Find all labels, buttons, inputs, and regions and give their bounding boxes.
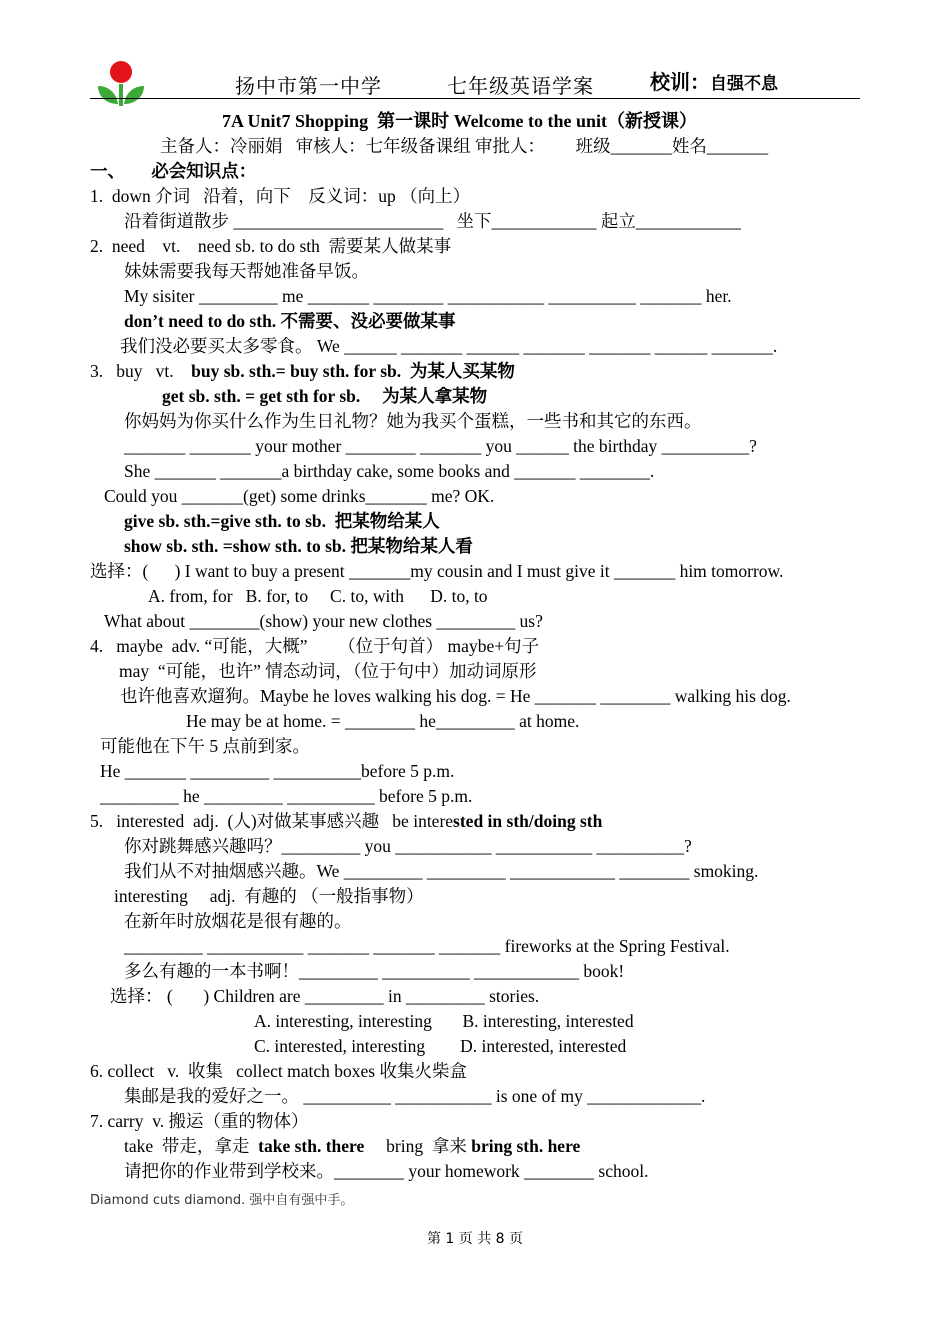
worksheet-line: take 带走，拿走 take sth. there bring 拿来 bring sth. here [124,1136,581,1156]
footer-proverb: Diamond cuts diamond. 强中自有强中手。 [90,1193,354,1208]
worksheet-line: He may be at home. = ________ he_________ at home. [186,711,580,731]
logo-left-leaf [98,86,118,104]
logo-right-leaf [124,86,144,104]
worksheet-line: 可能他在下午 5 点前到家。 [100,736,310,756]
worksheet-line: 妹妹需要我每天帮她准备早饭。 [124,261,369,281]
worksheet-line: A. from, for B. for, to C. to, with D. to, to [148,586,488,606]
worksheet-line: C. interested, interesting D. interested, interested [254,1036,627,1056]
worksheet-line: 3. buy vt. buy sb. sth.= buy sth. for sb. 为某人买某物 [90,361,515,381]
school-motto [650,66,778,95]
worksheet-line: _________ he _________ __________ before 5 p.m. [100,786,473,806]
page-number: 第 1 页 共 8 页 [426,1231,524,1247]
logo-stem [119,84,123,106]
worksheet-line: My sisiter _________ me _______ ________ ___________ __________ _______ her. [124,286,732,306]
worksheet-line: 4. maybe adv. “可能，大概” （位于句首） maybe+句子 [90,636,540,656]
worksheet-line: 1. down 介词 沿着，向下 反义词：up （向上） [90,186,471,206]
worksheet-line: 你对跳舞感兴趣吗？_________ you ___________ ___________ __________? [124,836,692,856]
motto-text: 自强不息 [710,74,778,94]
worksheet-line: 6. collect v. 收集 collect match boxes 收集火柴盒 [90,1061,467,1081]
logo-sun-circle [110,61,132,83]
worksheet-line: get sb. sth. = get sth for sb. 为某人拿某物 [162,386,488,406]
worksheet-line: He _______ _________ __________before 5 p.m. [100,761,455,781]
worksheet-line: 选择： ( ) Children are _________ in _________ stories. [110,986,540,1006]
worksheet-line: show sb. sth. =show sth. to sb. 把某物给某人看 [124,536,473,556]
worksheet-line: 请把你的作业带到学校来。________ your homework ________ school. [124,1161,649,1181]
worksheet-line: 沿着街道散步 ________________________ 坐下____________ 起立____________ [124,211,741,231]
worksheet-line: don’t need to do sth. 不需要、没必要做某事 [124,311,456,331]
worksheet-line: 也许他喜欢遛狗。Maybe he loves walking his dog. = He _______ ________ walking his dog. [120,686,791,706]
worksheet-line: 在新年时放烟花是很有趣的。 [124,911,352,931]
worksheet-line: interesting adj. 有趣的 （一般指事物） [114,886,424,906]
worksheet-line: _______ _______ your mother ________ _______ you ______ the birthday __________? [124,436,757,456]
worksheet-line: 多么有趣的一本书啊！_________ __________ ____________ book! [124,961,625,981]
worksheet-line: A. interesting, interesting B. interesting, interested [254,1011,634,1031]
worksheet-line: 选择：( ) I want to buy a present _______my cousin and I must give it _______ him tomorrow. [90,561,784,581]
motto-label: 校训： [650,70,710,94]
worksheet-line: 7. carry v. 搬运（重的物体） [90,1111,309,1131]
worksheet-line: _________ ___________ _______ _______ _______ fireworks at the Spring Festival. [124,936,730,956]
worksheet-line: 2. need vt. need sb. to do sth 需要某人做某事 [90,236,452,256]
worksheet-line: Could you _______(get) some drinks_______ me? OK. [104,486,495,506]
school-name: 扬中市第一中学 [235,74,382,98]
worksheet-line: 我们没必要买太多零食。 We ______ _______ ______ _______ _______ ______ _______. [120,336,778,356]
worksheet-line: 主备人：冷丽娟 审核人：七年级备课组 审批人： 班级_______姓名_______ [160,136,769,156]
worksheet-line: 集邮是我的爱好之一。 __________ ___________ is one of my _____________. [124,1086,706,1106]
worksheet-line: 我们从不对抽烟感兴趣。We _________ _________ ____________ ________ smoking. [124,861,759,881]
worksheet-line: What about ________(show) your new clothes _________ us? [104,611,543,631]
worksheet-line: She _______ _______a birthday cake, some books and _______ ________. [124,461,655,481]
worksheet-line: 你妈妈为你买什么作为生日礼物？她为我买个蛋糕，一些书和其它的东西。 [124,411,702,431]
lesson-title: 7A Unit7 Shopping 第一课时 Welcome to the unit（新授课） [222,111,698,131]
grade-subject: 七年级英语学案 [447,74,594,98]
worksheet-line: 5. interested adj. (人)对做某事感兴趣 be interested in sth/doing sth [90,811,603,831]
worksheet-line: give sb. sth.=give sth. to sb. 把某物给某人 [124,511,440,531]
header-rule [90,98,860,99]
worksheet-line: 一、 必会知识点： [90,161,257,181]
worksheet-line: may “可能，也许” 情态动词，（位于句中）加动词原形 [119,661,537,681]
school-logo [96,60,146,108]
